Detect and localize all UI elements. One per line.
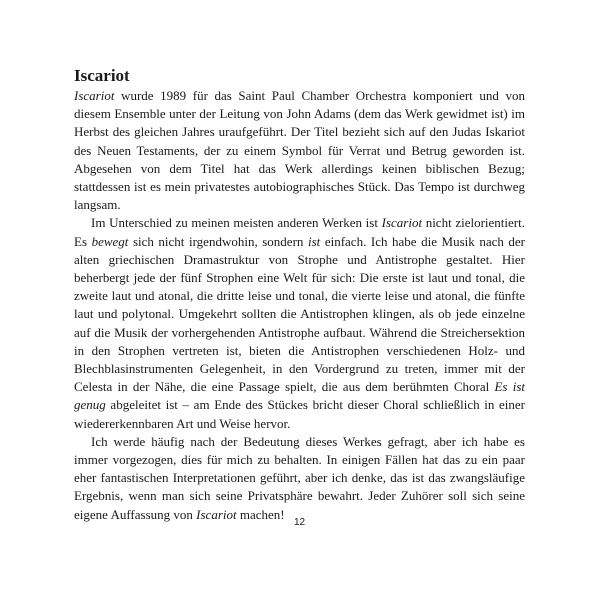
paragraph-2: [74, 214, 525, 432]
paragraph-3-text-2: machen!: [236, 506, 285, 522]
work-title-italic: Iscariot: [381, 215, 423, 231]
chorale-title-italic: Es ist genug: [74, 379, 525, 413]
paragraph-1-text: wurde 1989 für das Saint Paul Chamber Orchestra komponiert und von diesem Ensemble unter der Leitung von John Adams (dem das Werk gewidmet ist) im Herbst des gleichen Jahres uraufgeführt. Der Titel bezieht sich auf den Judas Iskariot des Neuen Testaments, der zu einem Symbol für Verrat und Betrug geworden ist. Abgesehen von dem Titel hat das Werk allerdings keinen biblischen Bezug; stattdessen ist es mein privatestes autobiographisches Stück. Das Tempo ist durchweg langsam.: [74, 88, 525, 213]
paragraph-3-text-1: Ich werde häufig nach der Bedeutung dieses Werkes gefragt, aber ich habe es immer vorgezogen, dies für mich zu behalten. In einigen Fällen hat das zu ein paar eher fantastischen Interpretationen geführt, aber ich denke, das ist das zwangsläufige Ergebnis, wenn man sich seine Privatsphäre bewahrt. Jeder Zuhörer soll sich seine eigene Auffassung von: [74, 433, 525, 522]
section-heading: Iscariot: [74, 66, 130, 85]
text-block: [74, 66, 525, 524]
paragraph-2-text-3: sich nicht irgendwohin, sondern: [128, 233, 308, 249]
paragraph-2-text-4: einfach. Ich habe die Musik nach der alten griechischen Dramastruktur von Strophe und Antistrophe gestaltet. Hier beherbergt jede der fünf Strophen eine Welt für sich: Die erste ist laut und tonal, die zweite laut und atonal, die dritte leise und tonal, die vierte leise und atonal, die fünfte laut und polytonal. Umgekehrt sollten die Antistrophen klingen, als ob jede einzelne auf die Musik der vorhergehenden Antistrophe aufbaut. Während die Streichersektion in den Strophen vertreten ist, bieten die Antistrophen verschiedenen Holz- und Blechblasinstrumenten Gelegenheit, in den Vordergrund zu treten, immer mit der Celesta in der Nähe, die eine Passage spielt, die aus dem berühmten Choral: [74, 233, 526, 395]
paragraph-2-text-1: Im Unterschied zu meinen meisten anderen Werken ist: [91, 215, 382, 231]
work-title-italic: Iscariot: [196, 506, 237, 522]
work-title-italic: Iscariot: [74, 88, 115, 103]
paragraph-2-text-2: nicht zielorientiert. Es: [74, 215, 525, 249]
paragraph-2-text-5: abgeleitet ist – am Ende des Stückes bricht dieser Choral schließlich in einer wiedererkennbaren Art und Weise hervor.: [74, 397, 525, 431]
paragraph-1: [74, 87, 525, 214]
paragraph-3: [74, 433, 525, 524]
emphasis-ist: ist: [307, 233, 321, 249]
page-number: 12: [293, 517, 306, 528]
emphasis-bewegt: bewegt: [91, 233, 129, 249]
